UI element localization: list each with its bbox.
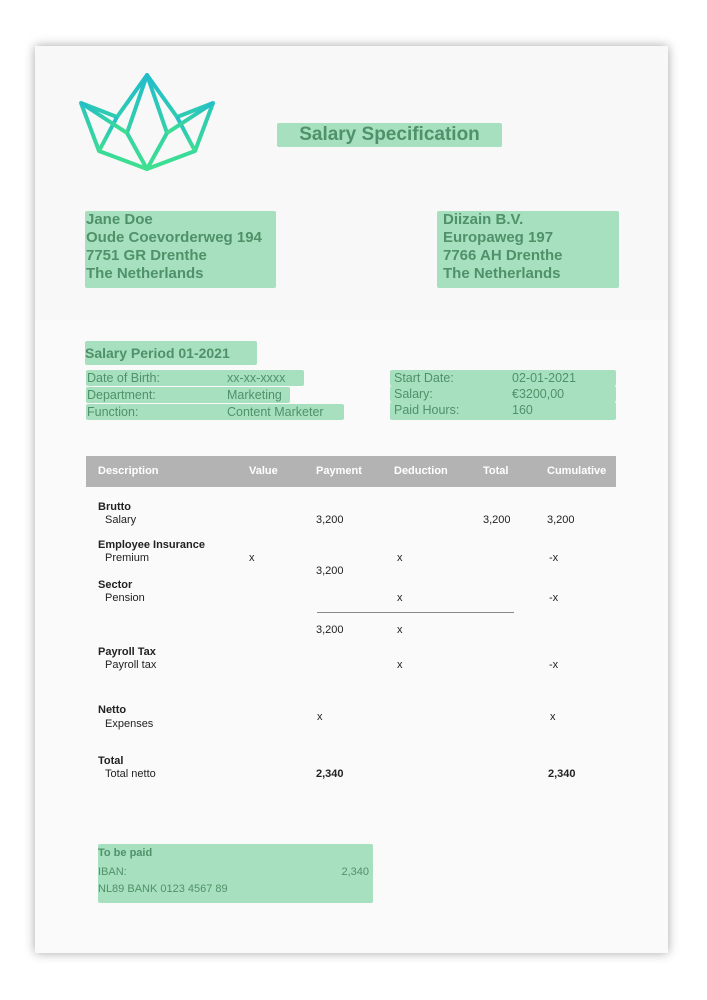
row-group-label: Total — [98, 755, 124, 767]
col-cumulative: Cumulative — [547, 465, 607, 477]
insurance-cumulative: -x — [549, 552, 559, 564]
row-group-label: Netto — [98, 704, 127, 716]
row-sub-label: Pension — [105, 592, 145, 604]
to-be-paid-heading: To be paid — [98, 847, 153, 859]
employer-country: The Netherlands — [443, 265, 561, 282]
payroll-cumulative: -x — [549, 659, 559, 671]
row-sub-label: Payroll tax — [105, 659, 157, 671]
info-function — [86, 404, 344, 420]
employee-street: Oude Coevorderweg 194 — [86, 229, 262, 246]
iban-label: IBAN: — [98, 866, 127, 878]
employee-city: 7751 GR Drenthe — [86, 247, 207, 264]
info-value: Marketing — [227, 388, 282, 402]
table-header — [86, 456, 616, 487]
iban-number: NL89 BANK 0123 4567 89 — [98, 883, 228, 895]
salary-sheet — [35, 46, 668, 953]
insurance-deduction: x — [397, 552, 403, 564]
employer-address — [437, 211, 619, 288]
to-be-paid-box — [98, 844, 373, 903]
col-total: Total — [483, 465, 509, 477]
to-be-paid-amount: 2,340 — [341, 866, 369, 878]
col-deduction: Deduction — [394, 465, 448, 477]
info-label: Function: — [87, 405, 139, 419]
netto-cumulative: x — [550, 711, 556, 723]
row-group-label: Payroll Tax — [98, 646, 156, 658]
employer-name: Diizain B.V. — [443, 211, 524, 228]
info-value: xx-xx-xxxx — [227, 371, 286, 385]
total-payment: 2,340 — [316, 768, 344, 780]
brutto-cumulative: 3,200 — [547, 514, 575, 526]
row-sub-label: Premium — [105, 552, 150, 564]
brutto-total: 3,200 — [483, 514, 511, 526]
info-label: Start Date: — [394, 371, 454, 385]
total-cumulative: 2,340 — [548, 768, 576, 780]
info-department — [86, 387, 290, 403]
col-value: Value — [249, 465, 278, 477]
employer-city: 7766 AH Drenthe — [443, 247, 563, 264]
insurance-payment: 3,200 — [316, 565, 344, 577]
row-sub-label: Total netto — [105, 768, 156, 780]
info-label: Paid Hours: — [394, 403, 460, 417]
netto-payment: x — [317, 711, 323, 723]
document-title: Salary Specification — [277, 123, 502, 147]
subtotal-deduction: x — [397, 624, 403, 636]
info-start-date — [390, 370, 616, 386]
info-salary — [390, 386, 616, 402]
row-group-label: Sector — [98, 579, 133, 591]
employer-street: Europaweg 197 — [443, 229, 554, 246]
payroll-deduction: x — [397, 659, 403, 671]
info-date-of-birth — [86, 370, 304, 386]
col-description: Description — [98, 465, 159, 477]
info-label: Salary: — [394, 387, 433, 401]
subtotal-payment: 3,200 — [316, 624, 344, 636]
insurance-value: x — [249, 552, 255, 564]
info-value: 02-01-2021 — [512, 371, 576, 385]
info-value: Content Marketer — [227, 405, 324, 419]
info-label: Department: — [87, 388, 156, 402]
info-value: 160 — [512, 403, 533, 417]
info-paid-hours — [390, 402, 616, 420]
row-sub-label: Expenses — [105, 718, 154, 730]
info-label: Date of Birth: — [87, 371, 160, 385]
salary-period: Salary Period 01-2021 — [85, 341, 257, 365]
sector-deduction: x — [397, 592, 403, 604]
row-sub-label: Salary — [105, 514, 137, 526]
employee-address — [85, 211, 276, 288]
subtotal-divider — [317, 612, 514, 613]
col-payment: Payment — [316, 465, 362, 477]
row-group-label: Employee Insurance — [98, 539, 205, 551]
employee-name: Jane Doe — [86, 211, 153, 228]
sector-cumulative: -x — [549, 592, 559, 604]
info-value: €3200,00 — [512, 387, 565, 401]
employee-country: The Netherlands — [86, 265, 204, 282]
crown-logo-icon — [79, 73, 215, 171]
brutto-payment: 3,200 — [316, 514, 344, 526]
row-group-label: Brutto — [98, 501, 131, 513]
